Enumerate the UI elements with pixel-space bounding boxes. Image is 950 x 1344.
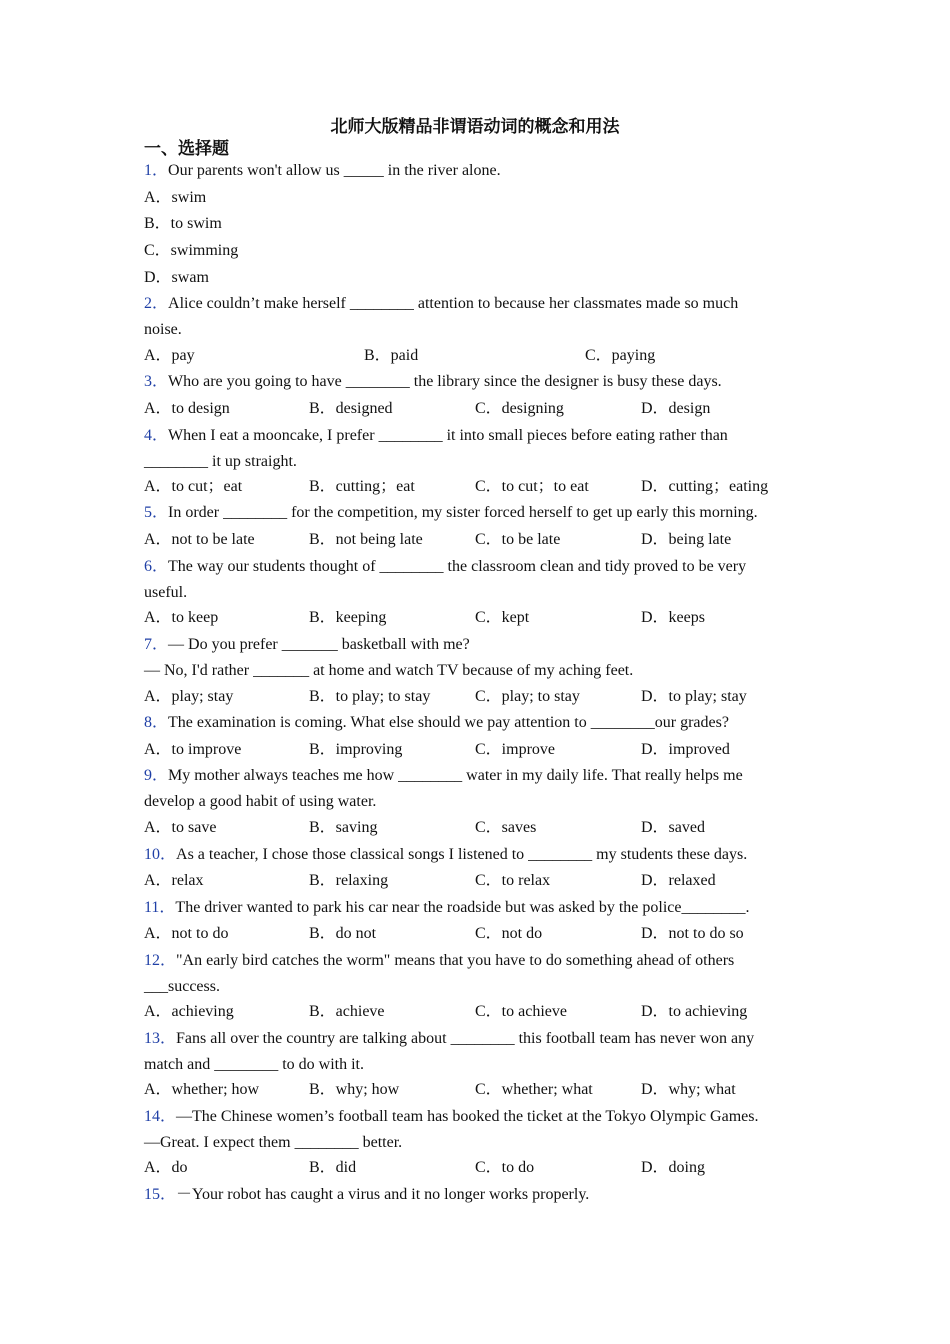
answer-option: C．kept [475, 609, 530, 626]
question-number: 14． [144, 1108, 177, 1125]
answer-option: D．improved [641, 741, 730, 758]
question-stem [144, 503, 758, 523]
question-stem-continued [144, 583, 187, 603]
answer-option: C．paying [585, 347, 656, 364]
answer-option: B．paid [364, 347, 419, 364]
question-stem-continued [144, 977, 220, 997]
question-stem [144, 1185, 589, 1205]
question-text: Alice couldn’t make herself ________ attention to because her classmates made so much [168, 295, 739, 312]
answer-option: B．achieve [309, 1003, 385, 1020]
question-number: 8． [144, 714, 169, 731]
question-stem-continued [144, 792, 376, 812]
answer-option: C．play; to stay [475, 688, 580, 705]
answer-option: A．not to be late [144, 531, 255, 548]
answer-option: B．improving [309, 741, 403, 758]
question-text: —Great. I expect them ________ better. [144, 1134, 403, 1151]
answer-option: D．to play; stay [641, 688, 747, 705]
question-text: — Do you prefer _______ basketball with me? [168, 636, 470, 653]
answer-option: A．relax [144, 872, 204, 889]
question-text: noise. [144, 321, 182, 338]
question-number: 6． [144, 558, 169, 575]
question-text: －Your robot has caught a virus and it no longer works properly. [176, 1186, 590, 1203]
question-text: In order ________ for the competition, my sister forced herself to get up early this morning. [168, 504, 758, 521]
answer-option: B．cutting；eat [309, 478, 415, 495]
answer-option: D．swam [144, 269, 209, 286]
answer-option: A．to cut；eat [144, 478, 243, 495]
question-number: 11． [144, 899, 176, 916]
question-number: 1． [144, 162, 169, 179]
question-text: develop a good habit of using water. [144, 793, 377, 810]
answer-option: C．to achieve [475, 1003, 567, 1020]
answer-option: C．swimming [144, 242, 239, 259]
question-stem [144, 426, 728, 446]
answer-option: D．to achieving [641, 1003, 748, 1020]
question-stem [144, 766, 743, 786]
question-number: 4． [144, 427, 169, 444]
answer-option: A．achieving [144, 1003, 234, 1020]
answer-option: A．do [144, 1159, 188, 1176]
answer-option: C．to relax [475, 872, 551, 889]
question-text: The way our students thought of ________ the classroom clean and tidy proved to be very [168, 558, 747, 575]
question-text: ________ it up straight. [144, 453, 297, 470]
answer-option: D．being late [641, 531, 732, 548]
answer-option: A．to design [144, 400, 230, 417]
question-stem [144, 161, 501, 181]
question-number: 5． [144, 504, 169, 521]
answer-option: A．pay [144, 347, 195, 364]
answer-option: D．not to do so [641, 925, 744, 942]
question-text: match and ________ to do with it. [144, 1056, 364, 1073]
question-stem-continued [144, 1055, 364, 1075]
question-text: The examination is coming. What else should we pay attention to ________our grades? [168, 714, 729, 731]
answer-option: D．cutting；eating [641, 478, 769, 495]
question-stem-continued [144, 661, 633, 681]
page-title: 北师大版精品非谓语动词的概念和用法 [330, 117, 620, 137]
answer-option: B．why; how [309, 1081, 400, 1098]
answer-option: D．doing [641, 1159, 706, 1176]
answer-option: D．design [641, 400, 711, 417]
question-text: useful. [144, 584, 188, 601]
answer-option: C．to do [475, 1159, 535, 1176]
question-text: The driver wanted to park his car near the roadside but was asked by the police________. [175, 899, 750, 916]
question-number: 10． [144, 846, 177, 863]
question-text: Who are you going to have ________ the library since the designer is busy these days. [168, 373, 722, 390]
answer-option: A．whether; how [144, 1081, 260, 1098]
question-number: 3． [144, 373, 169, 390]
answer-option: A．to improve [144, 741, 242, 758]
answer-option: C．not do [475, 925, 543, 942]
answer-option: B．to swim [144, 215, 222, 232]
answer-option: B．do not [309, 925, 377, 942]
answer-option: C．whether; what [475, 1081, 593, 1098]
answer-option: D．why; what [641, 1081, 736, 1098]
question-text: "An early bird catches the worm" means that you have to do something ahead of others [176, 952, 735, 969]
answer-option: B．keeping [309, 609, 387, 626]
answer-option: C．designing [475, 400, 564, 417]
question-number: 15． [144, 1186, 177, 1203]
answer-option: A．play; stay [144, 688, 234, 705]
question-number: 7． [144, 636, 169, 653]
question-stem [144, 1107, 758, 1127]
question-stem [144, 372, 722, 392]
question-number: 12． [144, 952, 177, 969]
question-stem-continued [144, 320, 182, 340]
question-stem-continued [144, 1133, 402, 1153]
answer-option: C．to cut；to eat [475, 478, 589, 495]
answer-option: B．designed [309, 400, 393, 417]
section-heading: 一、选择题 [144, 139, 229, 159]
question-stem [144, 1029, 754, 1049]
answer-option: C．saves [475, 819, 537, 836]
question-stem [144, 951, 734, 971]
answer-option: B．saving [309, 819, 378, 836]
answer-option: D．keeps [641, 609, 705, 626]
answer-option: A．to keep [144, 609, 219, 626]
answer-option: D．relaxed [641, 872, 716, 889]
answer-option: A．swim [144, 189, 207, 206]
question-text: Our parents won't allow us _____ in the river alone. [168, 162, 501, 179]
question-stem [144, 557, 746, 577]
answer-option: C．improve [475, 741, 555, 758]
question-stem-continued [144, 452, 297, 472]
question-text: ___success. [144, 978, 220, 995]
answer-option: B．did [309, 1159, 357, 1176]
answer-option: B．to play; to stay [309, 688, 431, 705]
answer-option: B．relaxing [309, 872, 389, 889]
question-number: 2． [144, 295, 169, 312]
question-number: 9． [144, 767, 169, 784]
question-stem [144, 635, 470, 655]
question-stem [144, 713, 729, 733]
answer-option: B．not being late [309, 531, 423, 548]
answer-option: A．to save [144, 819, 217, 836]
answer-option: A．not to do [144, 925, 229, 942]
question-text: —The Chinese women’s football team has booked the ticket at the Tokyo Olympic Games. [176, 1108, 759, 1125]
answer-option: C．to be late [475, 531, 561, 548]
answer-option: D．saved [641, 819, 705, 836]
question-text: When I eat a mooncake, I prefer ________ it into small pieces before eating rather than [168, 427, 728, 444]
question-text: My mother always teaches me how ________ water in my daily life. That really helps me [168, 767, 743, 784]
question-stem [144, 294, 738, 314]
question-stem [144, 898, 749, 918]
question-text: As a teacher, I chose those classical songs I listened to ________ my students these days. [176, 846, 748, 863]
question-stem [144, 845, 747, 865]
question-number: 13． [144, 1030, 177, 1047]
question-text: — No, I'd rather _______ at home and watch TV because of my aching feet. [144, 662, 634, 679]
question-text: Fans all over the country are talking about ________ this football team has never won any [176, 1030, 755, 1047]
